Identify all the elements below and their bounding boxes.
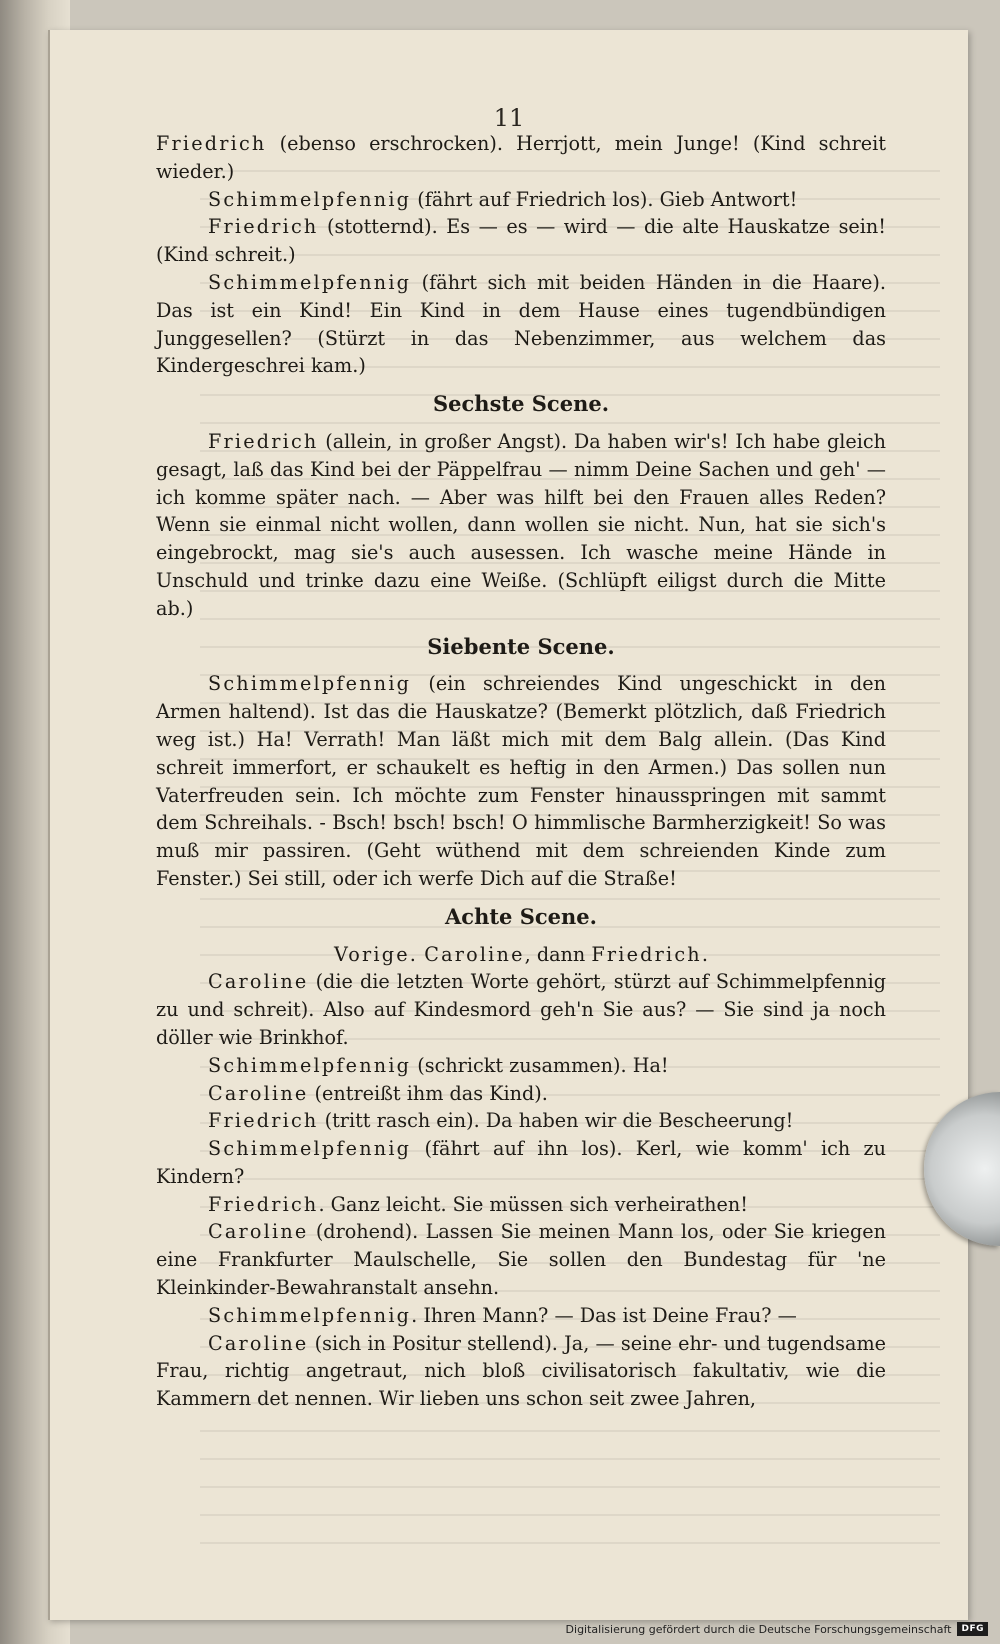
text-run: . Ihren Mann? — Das ist Deine Frau? —: [411, 1303, 797, 1327]
dialogue-paragraph: [156, 1080, 886, 1108]
credit-text: Digitalisierung gefördert durch die Deutsche Forschungsgemeinschaft: [565, 1622, 952, 1636]
dialogue-paragraph: [156, 213, 886, 269]
scene-heading: Sechste Scene.: [432, 391, 610, 417]
page-body-text: [156, 130, 886, 1413]
page-number: 11: [493, 104, 525, 132]
dialogue-paragraph: [156, 428, 886, 623]
text-run: (sich in Positur stellend). Ja, — seine ehr- und tugendsame Frau, richtig angetraut, nich bloß civilisatorisch fakultativ, wie die Kammern det nennen. Wir lieben uns schon seit zwee Jahren,: [156, 1331, 886, 1411]
scene-heading: Achte Scene.: [445, 903, 597, 929]
stage-direction: [156, 941, 886, 969]
speaker-name: Friedrich: [208, 215, 319, 239]
dialogue-paragraph: [156, 186, 886, 214]
dialogue-paragraph: [156, 670, 886, 892]
text-run: (ebenso erschrocken). Herrjott, mein Junge! (Kind schreit wieder.): [156, 132, 886, 183]
speaker-name: Schimmelpfennig: [208, 1053, 412, 1077]
dfg-logo: DFG: [957, 1622, 988, 1636]
dialogue-paragraph: [156, 1302, 886, 1330]
speaker-name: Friedrich: [156, 132, 267, 155]
dialogue-paragraph: [156, 130, 886, 186]
text-run: (allein, in großer Angst). Da haben wir's! Ich habe gleich gesagt, laß das Kind bei der Päppelfrau — nimm Deine Sachen und geh' — ich komme später nach. — Aber was hilft bei den Frauen alles Reden? Wenn sie einmal nicht wollen, dann wollen sie nicht. Nun, hat sie sich's eingebrockt, mag sie's auch ausessen. Ich wasche meine Hände in Unschuld und trinke dazu eine Weiße. (Schlüpft eiligst durch die Mitte ab.): [156, 429, 886, 620]
speaker-name: Caroline: [208, 1081, 309, 1105]
speaker-name: Schimmelpfennig: [208, 187, 412, 211]
text-run: (tritt rasch ein). Da haben wir die Bescheerung!: [318, 1109, 794, 1133]
dialogue-paragraph: [156, 269, 886, 380]
speaker-name: Caroline: [208, 970, 309, 994]
text-run: (drohend). Lassen Sie meinen Mann los, oder Sie kriegen eine Frankfurter Maulschelle, Sie sollen den Bundestag für 'ne Kleinkinder-Bewahranstalt ansehn.: [156, 1220, 886, 1300]
text-run: (fährt auf Friedrich los). Gieb Antwort!: [411, 187, 798, 211]
speaker-name: Caroline: [424, 942, 525, 966]
speaker-name: Schimmelpfennig: [208, 1303, 412, 1327]
speaker-name: Caroline: [208, 1220, 309, 1244]
dialogue-paragraph: [156, 1191, 886, 1219]
text-run: (entreißt ihm das Kind).: [308, 1081, 548, 1105]
text-run: (fährt sich mit beiden Händen in die Haare). Das ist ein Kind! Ein Kind in dem Hause eines tugendbündigen Junggesellen? (Stürzt in das Nebenzimmer, aus welchem das Kindergeschrei kam.): [156, 270, 886, 378]
digitization-credit: [566, 1622, 988, 1636]
text-run: , dann: [524, 942, 592, 966]
text-run: . Ganz leicht. Sie müssen sich verheirathen!: [318, 1192, 748, 1216]
dialogue-paragraph: [156, 968, 886, 1051]
speaker-name: Friedrich: [591, 942, 702, 966]
speaker-name: Caroline: [208, 1331, 309, 1355]
text-run: (schrickt zusammen). Ha!: [411, 1053, 669, 1077]
text-run: (die die letzten Worte gehört, stürzt auf Schimmelpfennig zu und schreit). Also auf Kindesmord geh'n Sie aus? — Sie sind ja noch döller wie Brinkhof.: [156, 970, 886, 1049]
dialogue-paragraph: [156, 1135, 886, 1191]
dialogue-paragraph: [156, 1218, 886, 1301]
speaker-name: Schimmelpfennig: [208, 270, 412, 294]
dialogue-paragraph: [156, 1330, 886, 1413]
dialogue-paragraph: [156, 1052, 886, 1080]
text-run: .: [701, 942, 708, 966]
speaker-name: Schimmelpfennig: [208, 672, 412, 696]
speaker-name: Friedrich: [208, 1109, 319, 1133]
speaker-name: Vorige.: [334, 942, 419, 966]
scene-heading: Siebente Scene.: [427, 633, 615, 659]
text-run: (fährt auf ihn los). Kerl, wie komm' ich zu Kindern?: [156, 1137, 886, 1188]
text-run: (stotternd). Es — es — wird — die alte Hauskatze sein! (Kind schreit.): [156, 215, 886, 267]
speaker-name: Schimmelpfennig: [208, 1137, 412, 1161]
text-run: (ein schreiendes Kind ungeschickt in den Armen haltend). Ist das die Hauskatze? (Bemerkt plötzlich, daß Friedrich weg ist.) Ha! Verrath! Man läßt mich mit dem Balg allein. (Das Kind schreit immerfort, er schaukelt es heftig in den Armen.) Das sollen nun Vaterfreuden sein. Ich möchte zum Fenster hinausspringen mit sammt dem Schreihals. - Bsch! bsch! bsch! O himmlische Barmherzigkeit! So was muß mir passiren. (Geht wüthend mit dem schreienden Kinde zum Fenster.) Sei still, oder ich werfe Dich auf die Straße!: [156, 672, 886, 890]
speaker-name: Friedrich: [208, 429, 319, 453]
speaker-name: Friedrich: [208, 1192, 319, 1216]
dialogue-paragraph: [156, 1107, 886, 1135]
